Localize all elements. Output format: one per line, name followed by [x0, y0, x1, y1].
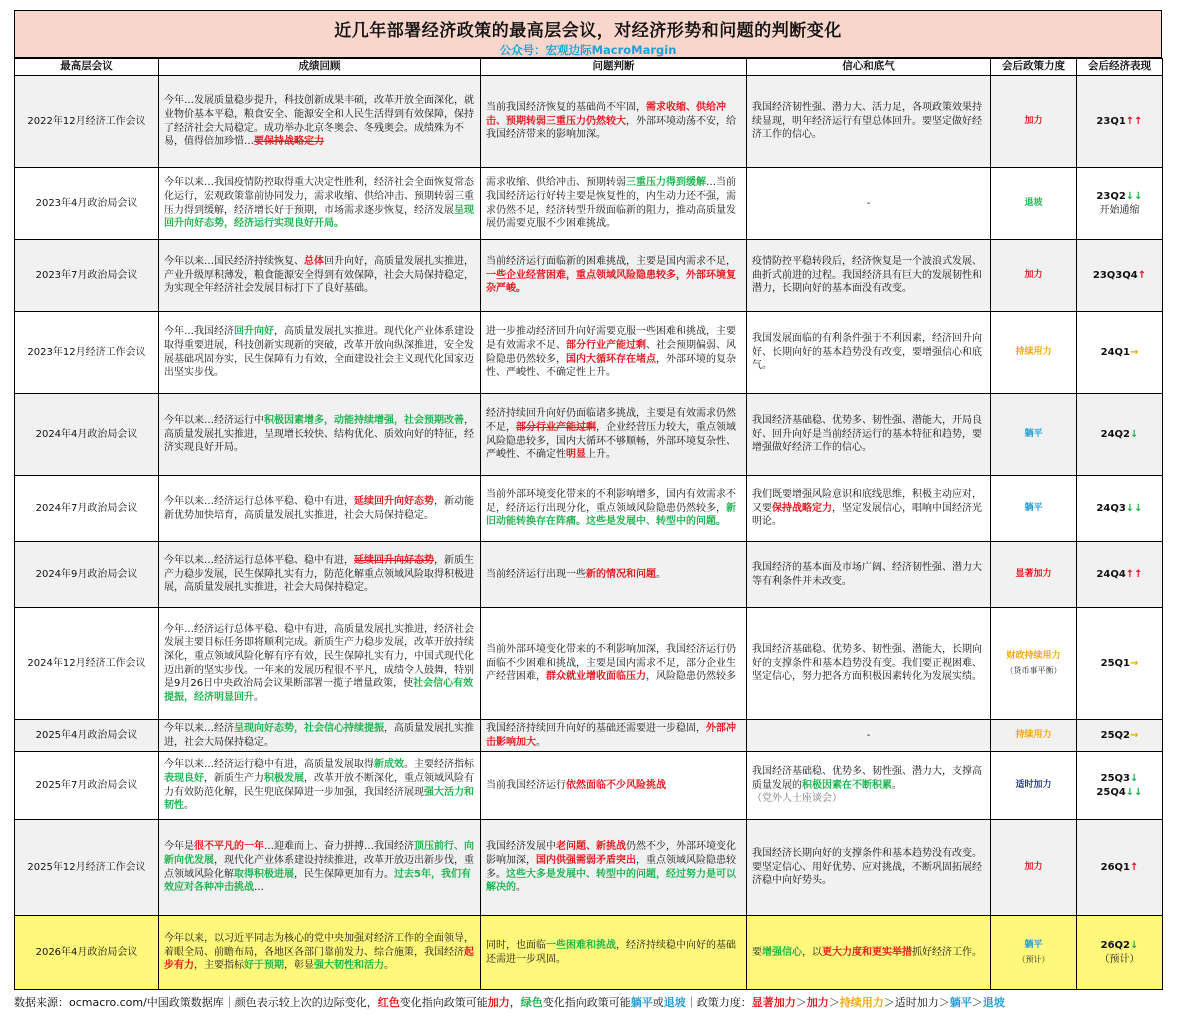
confidence-cell [747, 76, 991, 168]
confidence-cell [747, 476, 991, 542]
text-segment: ，彰显 [284, 960, 314, 972]
text-segment: 要 [752, 946, 762, 958]
problem-cell [481, 916, 747, 990]
confidence-cell [747, 240, 991, 312]
quarter-label: 24Q2 [1100, 428, 1130, 440]
table-row [15, 240, 1163, 312]
confidence-cell [747, 542, 991, 608]
problem-cell [481, 394, 747, 476]
text-segment: 当前经济运行面临新的困难挑战，主要是国内需求不足， [486, 256, 736, 268]
text-segment: （党外人士座谈会） [752, 793, 842, 805]
text-segment: 好于预期 [244, 960, 284, 972]
quarter-label: 24Q1 [1100, 346, 1130, 358]
text-segment: 要保持战略定力 [254, 136, 324, 148]
review-cell [159, 820, 481, 916]
performance-cell [1077, 394, 1163, 476]
text-segment: 当前经济运行出现一些 [486, 568, 586, 580]
confidence-cell [747, 752, 991, 820]
text-segment: 今年以来…经济运行总体平稳、稳中有进， [164, 495, 354, 507]
policy-cell [991, 312, 1077, 394]
text-segment: 积极发展 [264, 772, 304, 784]
review-cell [159, 240, 481, 312]
text-segment: 新旧动能转换存在阵痛。这些是发展中、转型中的问题。 [486, 502, 736, 528]
text-segment: 国内供强需弱矛盾突出 [536, 854, 636, 866]
arrow-down-icon: ↓↓ [1125, 502, 1143, 514]
footer-segment: 躺平 [630, 996, 653, 1009]
text-segment: 今年以来…我国疫情防控取得重大决定性胜利，经济社会全面恢复常态化运行，宏观政策靠前协同发力，需求收缩、供给冲击、预期转弱三重压力得到缓解，经济增长好于预期，市场需求逐步恢复，经济发展 [164, 177, 474, 216]
text-segment: ，以 [802, 946, 822, 958]
policy-label: 持续用力 [1015, 730, 1052, 741]
text-segment: 我们既要增强风险意识和底线思维，积极主动应对，又要 [752, 489, 982, 514]
policy-label: 适时加力 [1015, 780, 1052, 791]
text-segment: - [866, 729, 871, 741]
page-title: 近几年部署经济政策的最高层会议，对经济形势和问题的判断变化 [334, 21, 842, 41]
text-segment: 。 [656, 568, 666, 580]
text-segment: 一些企业经营困难，重点领域风险隐患较多，外部环境复杂严峻。 [486, 269, 736, 295]
footer-segment: 加力 [806, 996, 829, 1009]
text-segment: ，新质生产力 [204, 772, 264, 784]
footer-segment: 退坡 [663, 996, 686, 1009]
text-segment: …迎难而上、奋力拼搏…我国经济 [264, 841, 414, 853]
footer-segment: ＞适时加力＞ [883, 996, 950, 1009]
meeting-cell: 2023年12月经济工作会议 [15, 312, 159, 394]
arrow-down-icon: ↓↓ [1125, 190, 1143, 202]
text-segment: ，高质量发展扎实推进，呈现增长较快、结构优化、质效向好的特征，经济实现良好开局。 [164, 415, 474, 454]
footer-segment: 数据来源：ocmacro.com/中国政策数据库｜颜色表示较上次的边际变化， [14, 996, 378, 1009]
arrow-down-icon: ↓ [1129, 428, 1139, 440]
table-row [15, 76, 1163, 168]
arrow-up-icon: ↑↑ [1125, 115, 1143, 127]
text-segment: 仍然不少，外部环境变化影响加深， [486, 841, 736, 866]
review-cell [159, 542, 481, 608]
arrow-right-icon: → [1129, 346, 1139, 358]
arrow-up-icon: ↑ [1137, 269, 1147, 281]
text-segment: ，经济持续稳中向好的基础还需进一步巩固。 [486, 939, 736, 965]
quarter-label: 25Q1 [1100, 657, 1130, 669]
text-segment: 今年以来…经济运行总体平稳、稳中有进， [164, 555, 354, 567]
text-segment: 呈现回升向好态势，经济运行实现良好开局。 [164, 204, 474, 230]
text-segment: 这些大多是发展中、转型中的问题，经过努力是可以解决的 [486, 868, 736, 894]
policy-label: 躺平 [1024, 940, 1043, 951]
text-segment: ，新质生产力稳步发展，民生保障扎实有力，防范化解重点领域风险取得积极进展，高质量发展扎实推进，社会大局保持稳定。 [164, 555, 474, 594]
table-row [15, 720, 1163, 752]
performance-note: （预计） [1099, 953, 1140, 965]
policy-cell [991, 168, 1077, 240]
header-meeting: 最高层会议 [15, 59, 159, 76]
text-segment: 取得积极进展 [234, 868, 294, 880]
text-segment: 我国经济的基本面及市场广阔、经济韧性强、潜力大等有利条件并未改变。 [752, 561, 982, 587]
policy-cell [991, 752, 1077, 820]
footer-segment: 变化指向政策可能 [542, 996, 631, 1009]
policy-cell [991, 76, 1077, 168]
text-segment: 积极因素在不断积累 [802, 779, 892, 791]
table-row [15, 312, 1163, 394]
confidence-cell [747, 394, 991, 476]
quarter-line [1082, 269, 1157, 283]
text-segment: 更大力度和更实举措 [822, 946, 912, 958]
text-segment: 当前我国经济运行 [486, 779, 566, 791]
meeting-cell: 2023年4月政治局会议 [15, 168, 159, 240]
page-subtitle: 公众号：宏观边际MacroMargin [499, 43, 677, 57]
quarter-line [1082, 861, 1157, 875]
text-segment: ，改革开放不断深化，重点领域风险有力有效防范化解，民生兜底保障进一步加强，我国经济展现 [164, 772, 474, 798]
text-segment: 回升向好 [234, 326, 274, 338]
footer-segment: 绿色 [520, 996, 543, 1009]
performance-cell [1077, 720, 1163, 752]
text-segment: ，高质量发展扎实推进。现代化产业体系建设取得重要进展，科技创新实现新的突破，改革开放向纵深推进，安全发展基础巩固夯实，民生保障有力有效，全面建设社会主义现代化国家迈出坚实步伐。 [164, 326, 474, 379]
text-segment: 需求收缩、供给冲击、预期转弱三重压力仍然较大 [486, 102, 726, 127]
table-row [15, 916, 1163, 990]
problem-cell [481, 720, 747, 752]
footer-segment: 显著加力 [751, 996, 796, 1009]
table-row [15, 608, 1163, 720]
text-segment: 。 [254, 691, 264, 703]
text-segment: ，坚定发展信心，唱响中国经济光明论。 [752, 502, 982, 528]
text-segment: 同时，也面临 [486, 939, 546, 951]
arrow-up-icon: ↑ [1129, 861, 1139, 873]
text-segment: ，民生保障更加有力。 [294, 868, 394, 880]
text-segment: 表现良好 [164, 772, 204, 784]
meeting-cell: 2025年7月政治局会议 [15, 752, 159, 820]
arrow-up-icon: ↑↑ [1125, 568, 1143, 580]
text-segment: 我国经济韧性强、潜力大、活力足，各项政策效果持续显现，明年经济运行有望总体回升。要坚定做好经济工作的信心。 [752, 102, 982, 141]
text-segment: 顶压前行、向新向优发展 [164, 841, 474, 866]
page [14, 10, 1162, 1010]
text-segment: 延续回升向好态势 [354, 555, 434, 567]
text-segment: 我国经济发展中 [486, 841, 556, 853]
problem-cell [481, 752, 747, 820]
text-segment: 我国经济持续回升向好的基础还需要进一步稳固， [486, 722, 706, 734]
text-segment: 、社会预期偏弱、风险隐患仍然较多， [486, 339, 736, 365]
performance-cell [1077, 312, 1163, 394]
policy-label: 退坡 [1024, 198, 1043, 209]
quarter-line [1082, 729, 1157, 743]
quarter-line [1082, 568, 1157, 582]
text-segment: 抓好经济工作。 [912, 946, 982, 958]
quarter-label: 25Q3 [1100, 772, 1130, 784]
text-segment: - [866, 197, 871, 209]
footer-segment: 或 [652, 996, 664, 1009]
review-cell [159, 720, 481, 752]
problem-cell [481, 608, 747, 720]
performance-cell [1077, 820, 1163, 916]
performance-cell [1077, 476, 1163, 542]
arrow-down-icon: ↓↓ [1125, 786, 1143, 798]
header-review: 成绩回顾 [159, 59, 481, 76]
policy-label: 加力 [1024, 862, 1043, 873]
meeting-cell: 2022年12月经济工作会议 [15, 76, 159, 168]
performance-cell [1077, 168, 1163, 240]
arrow-down-icon: ↓ [1129, 772, 1139, 784]
policy-note: （预计） [1017, 955, 1050, 964]
text-segment: ，外部环境的复杂性、严峻性、不确定性上升。 [486, 353, 736, 379]
text-segment: ，重点领域风险隐患较多。 [486, 854, 736, 880]
policy-cell [991, 240, 1077, 312]
text-segment: 依然面临不少风险挑战 [566, 779, 666, 791]
header-performance: 会后经济表现 [1077, 59, 1163, 76]
text-segment: 。 [536, 736, 546, 748]
text-segment: ，现代化产业体系建设持续推进，改革开放迈出新步伐，重点领域风险化解 [164, 854, 474, 880]
text-segment: 外部冲击影响加大 [486, 722, 736, 748]
quarter-line [1082, 190, 1157, 204]
text-segment: … [254, 882, 264, 894]
performance-cell [1077, 608, 1163, 720]
text-segment: 过去5年，我们有效应对各种冲击挑战 [164, 868, 471, 894]
text-segment: 需求收缩、供给冲击、预期转弱 [486, 177, 626, 189]
policy-label: 财政持续用力 [1006, 651, 1061, 662]
confidence-cell [747, 168, 991, 240]
text-segment: ，高质量发展扎实推进，社会大局保持稳定。 [164, 722, 474, 748]
policy-note: （货币事平衡） [1005, 666, 1062, 675]
footer-segment: ， [509, 996, 521, 1009]
text-segment: 今年…发展质量稳步提升，科技创新成果丰硕，改革开放全面深化，就业物价基本平稳，粮食安全、能源安全和人民生活得到有效保障，保持了经济社会大局稳定。成功举办北京冬奥会、冬残奥会。成绩殊为不易，值得倍加珍惜… [164, 95, 474, 148]
quarter-label: 25Q2 [1100, 729, 1130, 741]
problem-cell [481, 820, 747, 916]
performance-cell [1077, 76, 1163, 168]
performance-cell [1077, 752, 1163, 820]
quarter-line [1082, 346, 1157, 360]
policy-cell [991, 542, 1077, 608]
problem-cell [481, 240, 747, 312]
problem-cell [481, 76, 747, 168]
header-confidence: 信心和底气 [747, 59, 991, 76]
meeting-cell: 2023年7月政治局会议 [15, 240, 159, 312]
text-segment: 今年…我国经济 [164, 326, 234, 338]
text-segment: 部分行业产能过剩 [566, 339, 646, 351]
problem-cell [481, 168, 747, 240]
quarter-label: 23Q1 [1096, 115, 1126, 127]
quarter-line [1082, 939, 1157, 953]
text-segment: 今年…经济运行总体平稳、稳中有进，高质量发展扎实推进，经济社会发展主要目标任务即将顺利完成。新质生产力稳步发展，改革开放持续深化，重点领域风险化解有序有效，民生保障扎实有力，中国式现代化迈出新的坚实步伐。一年来的发展历程很不平凡，成绩令人鼓舞，特别是9月26日中央政治局会议果断部署一揽子增量政策，使 [164, 623, 474, 690]
policy-label: 加力 [1024, 116, 1043, 127]
quarter-line [1082, 115, 1157, 129]
text-segment: 。 [892, 779, 902, 791]
text-segment: 我国发展面临的有利条件强于不利因素，经济回升向好、长期向好的基本趋势没有改变，要增强信心和底气。 [752, 333, 982, 372]
policy-cell [991, 608, 1077, 720]
header-policy: 会后政策力度 [991, 59, 1077, 76]
policy-cell [991, 720, 1077, 752]
quarter-label: 23Q2 [1096, 190, 1126, 202]
confidence-cell [747, 820, 991, 916]
policy-label: 显著加力 [1015, 569, 1052, 580]
text-segment: 今年是 [164, 841, 194, 853]
quarter-line [1082, 428, 1157, 442]
footer-segment: ｜政策力度： [685, 996, 752, 1009]
text-segment: 。主要经济指标 [404, 759, 474, 771]
meeting-cell: 2024年9月政治局会议 [15, 542, 159, 608]
footer-segment: ＞ [795, 996, 807, 1009]
review-cell [159, 312, 481, 394]
footer-note [14, 990, 1162, 1010]
table-row [15, 752, 1163, 820]
meeting-cell: 2026年4月政治局会议 [15, 916, 159, 990]
table-row [15, 542, 1163, 608]
text-segment: 明显 [566, 449, 586, 461]
text-segment: 经济持续回升向好仍面临诸多挑战，主要是有效需求仍然不足， [486, 408, 736, 433]
review-cell [159, 394, 481, 476]
text-segment: 。 [516, 882, 526, 894]
text-segment: 我国经济基础稳、优势多、韧性强、潜能大，开局良好、回升向好是当前经济运行的基本特征和趋势，要增强做好经济工作的信心。 [752, 415, 982, 454]
text-segment: 新成效 [374, 759, 404, 771]
policy-cell [991, 476, 1077, 542]
confidence-cell [747, 312, 991, 394]
arrow-right-icon: → [1129, 657, 1139, 669]
quarter-line [1082, 786, 1157, 800]
footer-segment: 持续用力 [839, 996, 884, 1009]
performance-cell [1077, 916, 1163, 990]
text-segment: …当前我国经济运行好转主要是恢复性的，内生动力还不强，需求仍然不足，经济转型升级面临新的阻力，推动高质量发展仍需要克服不少困难挑战。 [486, 177, 736, 230]
text-segment: 今年以来…经济运行稳中有进，高质量发展取得 [164, 759, 374, 771]
footer-segment: 退坡 [982, 996, 1005, 1009]
header-problems: 问题判断 [481, 59, 747, 76]
policy-label: 持续用力 [1015, 347, 1052, 358]
text-segment: ，新动能新优势加快培育，高质量发展扎实推进，社会大局保持稳定。 [164, 495, 474, 521]
text-segment: 今年以来…经济 [164, 722, 234, 734]
text-segment: 新的情况和问题 [586, 568, 656, 580]
table-header-row [15, 59, 1163, 76]
text-segment: 我国经济长期向好的支撑条件和基本趋势没有改变。要坚定信心、用好优势、应对挑战，不断巩固拓展经济稳中向好势头。 [752, 848, 982, 887]
confidence-cell [747, 608, 991, 720]
footer-segment: 变化指向政策可能 [399, 996, 488, 1009]
policy-label: 加力 [1024, 270, 1043, 281]
performance-cell [1077, 542, 1163, 608]
quarter-line [1082, 657, 1157, 671]
review-cell [159, 476, 481, 542]
footer-segment: ＞ [971, 996, 983, 1009]
policy-label: 躺平 [1024, 503, 1043, 514]
quarter-label: 26Q2 [1100, 939, 1130, 951]
text-segment: 。 [184, 800, 194, 812]
text-segment: 部分行业产能过剩 [516, 421, 596, 433]
review-cell [159, 752, 481, 820]
meeting-cell: 2024年7月政治局会议 [15, 476, 159, 542]
text-segment: 回升向好，高质量发展扎实推进，产业升级厚积薄发，粮食能源安全得到有效保障，社会大局保持稳定，为实现全年经济社会发展目标打下了良好基础。 [164, 256, 474, 295]
meeting-cell: 2024年4月政治局会议 [15, 394, 159, 476]
text-segment: 上升。 [586, 449, 616, 461]
policy-cell [991, 916, 1077, 990]
table-row [15, 394, 1163, 476]
text-segment: 我国经济基础稳、优势多、韧性强、潜能大，长期向好的支撑条件和基本趋势没有变。我们要正视困难、坚定信心，努力把各方面积极因素转化为发展实绩。 [752, 644, 982, 683]
quarter-line [1082, 772, 1157, 786]
policy-cell [991, 394, 1077, 476]
quarter-label: 24Q3 [1096, 502, 1126, 514]
problem-cell [481, 476, 747, 542]
problem-cell [481, 542, 747, 608]
table-row [15, 820, 1163, 916]
meeting-cell: 2025年4月政治局会议 [15, 720, 159, 752]
title-banner [14, 10, 1162, 58]
arrow-right-icon: → [1129, 729, 1139, 741]
text-segment: 三重压力得到缓解 [626, 177, 706, 189]
text-segment: 强大活力和韧性 [164, 786, 474, 812]
text-segment: 呈现向好态势，社会信心持续提振 [234, 722, 384, 734]
text-segment: 今年以来…国民经济持续恢复、 [164, 256, 304, 268]
text-segment: ，企业经营压力较大，重点领域风险隐患较多，国内大循环不够顺畅，外部环境复杂性、严峻性、不确定性 [486, 421, 736, 461]
text-segment: 老问题、新挑战 [556, 841, 626, 853]
quarter-label: 24Q4 [1096, 568, 1126, 580]
text-segment: 很不平凡的一年 [194, 841, 264, 853]
text-segment: ，主要指标 [194, 960, 244, 972]
footer-segment: ＞ [828, 996, 840, 1009]
text-segment: 群众就业增收面临压力 [546, 671, 646, 683]
quarter-label: 25Q4 [1096, 786, 1126, 798]
text-segment: 延续回升向好态势 [354, 495, 434, 507]
text-segment: 当前我国经济恢复的基础尚不牢固， [486, 102, 646, 114]
policy-table [14, 58, 1163, 990]
performance-note: 开始通缩 [1099, 204, 1140, 216]
text-segment: ，外部环境动荡不安，给我国经济带来的影响加深。 [486, 115, 736, 141]
quarter-line [1082, 502, 1157, 516]
problem-cell [481, 312, 747, 394]
policy-cell [991, 820, 1077, 916]
text-segment: 社会信心有效提振，经济明显回升 [164, 678, 474, 703]
performance-cell [1077, 240, 1163, 312]
meeting-cell: 2025年12月经济工作会议 [15, 820, 159, 916]
text-segment: 保持战略定力 [772, 502, 832, 514]
text-segment: 疫情防控平稳转段后，经济恢复是一个波浪式发展、曲折式前进的过程。我国经济具有巨大的发展韧性和潜力，长期向好的基本面没有改变。 [752, 256, 982, 295]
table-body [15, 76, 1163, 990]
text-segment: 一些困难和挑战 [546, 939, 616, 951]
footer-segment: 躺平 [949, 996, 972, 1009]
policy-label: 躺平 [1024, 429, 1043, 440]
quarter-label: 23Q3Q4 [1092, 269, 1138, 281]
text-segment: 今年以来，以习近平同志为核心的党中央加强对经济工作的全面领导，着眼全局、前瞻布局，各地区各部门靠前发力、综合施策，我国经济 [164, 933, 474, 958]
confidence-cell [747, 916, 991, 990]
text-segment: 当前外部环境变化带来的不利影响增多，国内有效需求不足，经济运行出现分化，重点领域风险隐患仍然较多， [486, 489, 736, 514]
review-cell [159, 168, 481, 240]
footer-segment: 加力 [487, 996, 510, 1009]
text-segment: 当前外部环境变化带来的不利影响加深，我国经济运行仍面临不少困难和挑战，主要是国内需求不足，部分企业生产经营困难， [486, 644, 736, 683]
text-segment: 总体 [304, 256, 324, 268]
text-segment: 进一步推动经济回升向好需要克服一些困难和挑战，主要是有效需求不足、 [486, 326, 736, 351]
text-segment: 强大韧性和活力 [314, 960, 384, 972]
text-segment: ，风险隐患仍然较多 [646, 671, 736, 683]
review-cell [159, 76, 481, 168]
text-segment: 起步有力 [164, 946, 474, 972]
text-segment: 国内大循环存在堵点 [566, 353, 656, 365]
text-segment: 今年以来…经济运行中 [164, 415, 264, 427]
text-segment: 我国经济基础稳、优势多、韧性强、潜力大，支撑高质量发展的 [752, 766, 982, 791]
meeting-cell: 2024年12月经济工作会议 [15, 608, 159, 720]
review-cell [159, 916, 481, 990]
footer-segment: 红色 [377, 996, 400, 1009]
confidence-cell [747, 720, 991, 752]
table-row [15, 476, 1163, 542]
arrow-down-icon: ↓ [1129, 939, 1139, 951]
text-segment: 。 [384, 960, 394, 972]
text-segment: 增强信心 [762, 946, 802, 958]
text-segment: 积极因素增多，动能持续增强，社会预期改善 [264, 415, 464, 427]
quarter-label: 26Q1 [1100, 861, 1130, 873]
review-cell [159, 608, 481, 720]
table-row [15, 168, 1163, 240]
